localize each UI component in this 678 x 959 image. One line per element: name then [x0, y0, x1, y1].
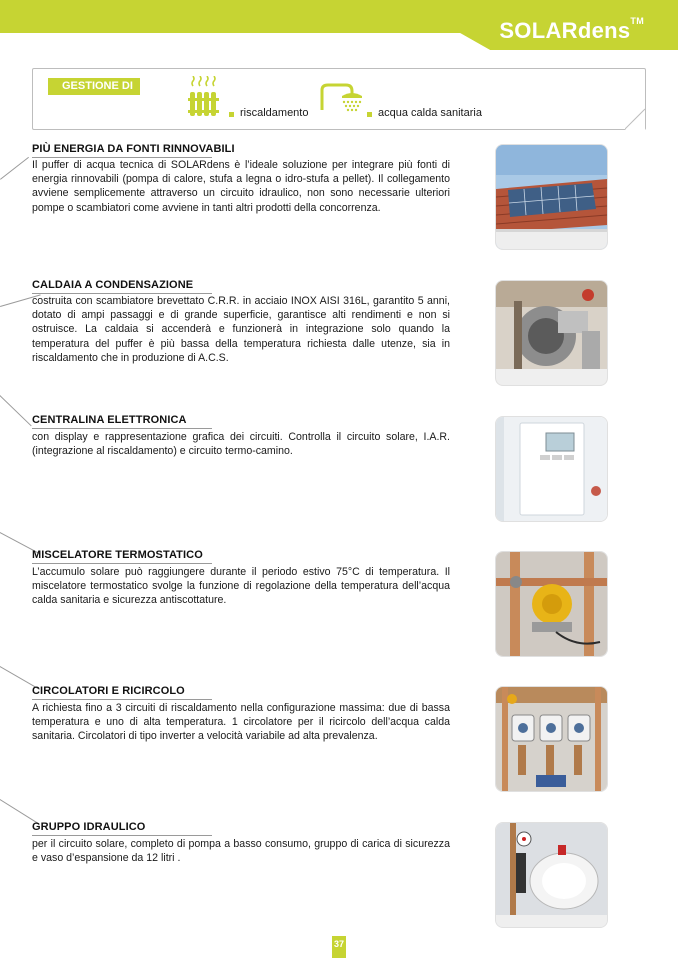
solar-panels-roof-photo [495, 144, 608, 250]
section-body: costruita con scambiatore brevettato C.R.R. in acciaio INOX AISI 316L, garantito 5 anni, dotato di ampi passaggi e di grande superficie, garantisce alti rendimenti e non si ostruisce. La caldaia si accenderà e funzionerà in integrazione solo quando la temperatura del puffer è più bassa della temperatura richiesta dalle utenze, sia in riscaldamento che in produzione di A.C.S. [32, 295, 450, 364]
gestione-label: GESTIONE DI [48, 78, 140, 95]
hydraulic-group-photo [495, 822, 608, 928]
section-rule [32, 428, 212, 429]
page-number: 37 [332, 936, 346, 958]
section-connector [0, 395, 32, 426]
shower-icon [320, 82, 364, 118]
thermostatic-mixer-photo [495, 551, 608, 657]
section-rule [32, 699, 212, 700]
bullet-square [229, 112, 234, 117]
control-unit-photo [495, 416, 608, 522]
section-title: PIÙ ENERGIA DA FONTI RINNOVABILI [32, 143, 235, 155]
circulator-pumps-photo [495, 686, 608, 792]
bullet-square [367, 112, 372, 117]
gestione-box-notch [625, 108, 647, 132]
condensing-boiler-photo [495, 280, 608, 386]
brand-title: SOLARdens™ [499, 16, 644, 43]
radiator-icon [188, 76, 222, 118]
section-body: L’accumulo solare può raggiungere durante il periodo estivo 75°C di temperatura. Il miscelatore termostatico svolge la funzione di regolazione della temperatura dell’acqua calda sanitaria e sicurezza antiscottature. [32, 566, 450, 607]
section-rule [32, 835, 212, 836]
section-body: A richiesta fino a 3 circuiti di riscaldamento nella configurazione massima: due di bassa temperatura e uno di alta temperatura. 1 circolatore per il ricircolo dell’acqua calda sanitaria. Circolatori di tipo inverter a velocità variabile ad alta prevalenza. [32, 702, 450, 743]
section-body: per il circuito solare, completo di pompa a basso consumo, gruppo di carica di sicurezza e vaso d’espansione da 12 litri . [32, 838, 450, 865]
section-body: Il puffer di acqua tecnica di SOLARdens è l’ideale soluzione per integrare più fonti di energia rinnovabili (pompa di calore, stufa a legna o idro-stufa a pellet). Il collegamento avviene semplicemente attraverso un circuito idraulico, non sono necessarie ulteriori pompe o scambiatori come avviene in tanti altri prodotti della concorrenza. [32, 159, 450, 214]
section-body: con display e rappresentazione grafica dei circuiti. Controlla il circuito solare, I.A.R. (integrazione al riscaldamento) e circuito termo-camino. [32, 431, 450, 458]
legend-acqua-calda: acqua calda sanitaria [378, 107, 482, 119]
section-rule [32, 563, 212, 564]
section-title: GRUPPO IDRAULICO [32, 821, 146, 833]
section-title: CIRCOLATORI E RICIRCOLO [32, 685, 185, 697]
section-connector [0, 157, 29, 180]
legend-riscaldamento: riscaldamento [240, 107, 309, 119]
section-title: CENTRALINA ELETTRONICA [32, 414, 187, 426]
section-title: MISCELATORE TERMOSTATICO [32, 549, 203, 561]
section-title: CALDAIA A CONDENSAZIONE [32, 279, 194, 291]
